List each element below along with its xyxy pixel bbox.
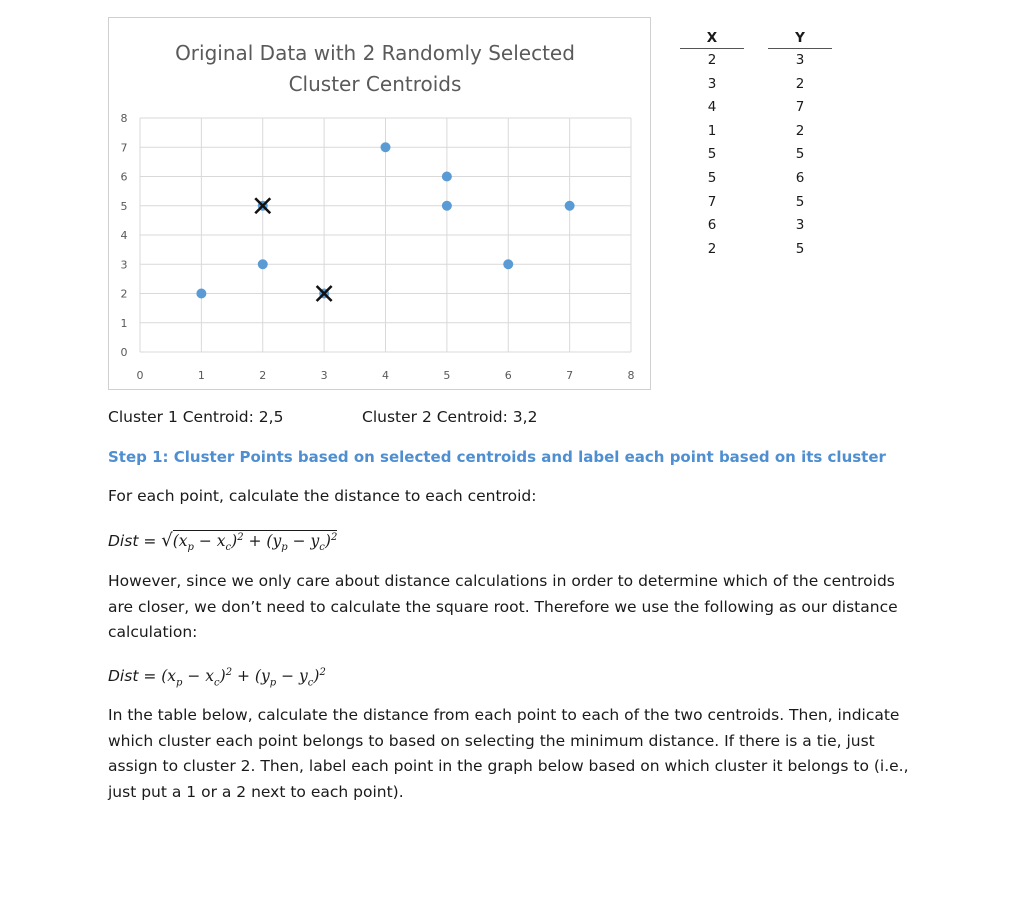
- data-point: [196, 289, 206, 299]
- data-point: [503, 259, 513, 269]
- y-tick-label: 1: [120, 316, 128, 330]
- x-tick-label: 5: [443, 369, 451, 382]
- x-tick-label: 1: [197, 369, 205, 382]
- y-tick-label: 8: [120, 112, 128, 125]
- x-tick-label: 6: [504, 369, 512, 382]
- data-point: [565, 201, 575, 211]
- table-row: [680, 121, 832, 145]
- table-row: [680, 144, 832, 168]
- step-1-heading: Step 1: Cluster Points based on selected centroids and label each point based on its cluster: [108, 448, 886, 466]
- cluster-2-centroid-label: Cluster 2 Centroid: 3,2: [362, 408, 538, 426]
- chart-title-line-1: Original Data with 2 Randomly Selected: [175, 41, 575, 65]
- scatter-chart: [108, 17, 651, 390]
- x-tick-label: 0: [136, 369, 144, 382]
- cell-x: 6: [707, 217, 717, 234]
- cell-y: 5: [795, 240, 805, 257]
- distance-formula-sqrt: Dist = $√(x_p - x_c)^2 + (y_p - y_c)^2$: [108, 530, 338, 554]
- cell-y: 7: [795, 99, 805, 116]
- data-point: [442, 172, 452, 182]
- dist-label-2: Dist =: [108, 667, 157, 686]
- y-tick-label: 5: [120, 199, 128, 213]
- y-tick-label: 3: [120, 258, 128, 272]
- cell-x: 2: [707, 52, 717, 68]
- cell-y: 2: [795, 122, 805, 139]
- xy-data-table: [680, 30, 832, 262]
- table-row: [680, 50, 832, 74]
- cell-x: 5: [707, 146, 717, 163]
- x-tick-label: 2: [259, 369, 267, 382]
- cell-x: 5: [707, 169, 717, 186]
- table-row: [680, 74, 832, 98]
- cell-x: 3: [707, 75, 717, 92]
- table-header: [680, 30, 832, 50]
- table-row: [680, 215, 832, 239]
- y-tick-label: 6: [120, 170, 128, 184]
- table-row: [680, 97, 832, 121]
- y-tick-label: 4: [120, 229, 128, 242]
- instruction-paragraph-2: However, since we only care about distance calculations in order to determine which of the centroids are closer, we don’t need to calculate the square root. Therefore we use the following as our distance calculation:: [108, 572, 898, 641]
- dist-label: Dist =: [108, 532, 157, 551]
- data-point: [442, 201, 452, 211]
- cell-x: 4: [707, 99, 717, 116]
- chart-title-line-2: Cluster Centroids: [288, 72, 462, 96]
- instruction-paragraph-3: In the table below, calculate the distance from each point to each of the two centroids. Then, indicate which cluster each point belongs to based on selecting the minimum distance. If there is a tie, just assign to cluster 2. Then, label each point in the graph below based on which cluster it belongs to (i.e., just put a 1 or a 2 next to each point).: [108, 706, 909, 801]
- x-tick-label: 8: [627, 369, 635, 382]
- chart-title: [109, 38, 641, 100]
- distance-formula-squared: Dist = $(x_p - x_c)^2 + (y_p - y_c)^2$: [108, 667, 326, 689]
- x-tick-label: 3: [320, 369, 328, 382]
- cell-y: 5: [795, 146, 805, 163]
- cell-x: 1: [707, 122, 717, 139]
- cell-y: 6: [795, 169, 805, 186]
- header-y: Y: [768, 30, 832, 49]
- y-tick-label: 7: [120, 141, 128, 155]
- table-row: [680, 168, 832, 192]
- table-body: [680, 50, 832, 262]
- data-point: [381, 142, 391, 152]
- cell-y: 5: [795, 193, 805, 210]
- instruction-paragraph-1: For each point, calculate the distance to each centroid:: [108, 487, 537, 505]
- cluster-1-centroid-label: Cluster 1 Centroid: 2,5: [108, 408, 284, 426]
- y-tick-label: 2: [120, 287, 128, 301]
- cell-y: 3: [795, 217, 805, 234]
- x-tick-label: 7: [566, 369, 574, 382]
- x-tick-label: 4: [382, 369, 389, 382]
- cell-x: 7: [707, 193, 717, 210]
- cell-y: 3: [795, 52, 805, 68]
- cell-x: 2: [707, 240, 717, 257]
- data-point: [258, 259, 268, 269]
- table-row: [680, 192, 832, 216]
- table-row: [680, 239, 832, 263]
- cell-y: 2: [795, 75, 805, 92]
- y-tick-label: 0: [120, 346, 128, 359]
- header-x: X: [680, 30, 744, 49]
